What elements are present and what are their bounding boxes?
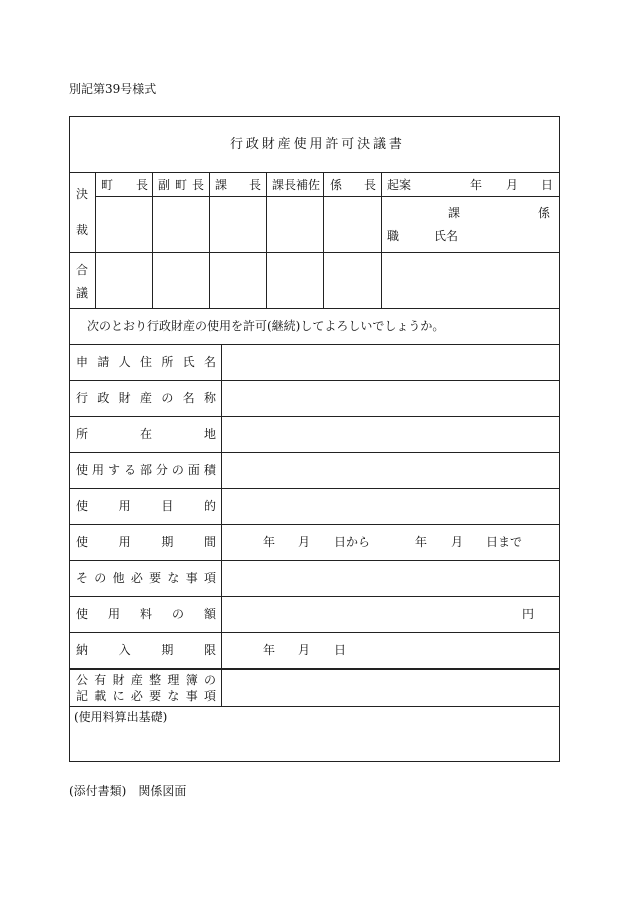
- divider: [95, 172, 96, 308]
- row-label-deadline: 納 入 期 限: [76, 643, 216, 657]
- divider: [381, 172, 382, 308]
- divider: [70, 416, 559, 417]
- approval-label-2: 議: [76, 286, 89, 300]
- deadline-month: 月: [298, 643, 311, 657]
- divider: [70, 308, 559, 309]
- divider: [70, 252, 559, 253]
- attachments-note: (添付書類) 関係図面: [69, 784, 187, 798]
- drafted-label: 起案: [387, 178, 412, 192]
- divider: [70, 172, 559, 173]
- row-label-purpose: 使 用 目 的: [76, 499, 216, 513]
- approval-label-1: 合: [76, 263, 89, 277]
- row-label-registry-1: 公 有 財 産 整 理 簿 の: [76, 673, 216, 687]
- period-year-1: 年: [263, 535, 276, 549]
- divider: [70, 596, 559, 597]
- divider: [70, 452, 559, 453]
- divider: [70, 380, 559, 381]
- decision-label-2: 裁: [76, 223, 89, 237]
- approver-mayor: 町 長: [101, 178, 148, 192]
- divider: [70, 668, 559, 670]
- approver-deputy-mayor: 副 町 長: [158, 178, 204, 192]
- drafted-name-label: 氏名: [434, 229, 459, 243]
- drafted-section: 課: [448, 206, 461, 220]
- divider: [323, 172, 324, 308]
- divider: [70, 524, 559, 525]
- decision-label-1: 決: [76, 187, 89, 201]
- fee-unit: 円: [522, 607, 535, 621]
- period-until: 日まで: [486, 535, 523, 549]
- divider: [70, 560, 559, 561]
- period-year-2: 年: [415, 535, 428, 549]
- form-title: 行 政 財 産 使 用 許 可 決 議 書: [230, 137, 402, 152]
- row-label-registry-2: 記 載 に 必 要 な 事 項: [76, 689, 216, 703]
- row-label-fee: 使 用 料 の 額: [76, 607, 216, 621]
- divider: [70, 632, 559, 633]
- row-label-property-name: 行 政 財 産 の 名 称: [76, 391, 216, 405]
- row-label-location: 所 在 地: [76, 427, 216, 441]
- drafted-staff: 係: [538, 206, 551, 220]
- deadline-day: 日: [334, 643, 347, 657]
- approver-assistant-chief: 課長補佐: [272, 178, 321, 192]
- request-text: 次のとおり行政財産の使用を許可(継続)してよろしいでしょうか。: [87, 319, 445, 333]
- divider: [209, 172, 210, 308]
- divider: [152, 172, 153, 308]
- divider: [70, 344, 559, 345]
- form-number-note: 別記第39号様式: [69, 82, 157, 96]
- period-from: 日から: [334, 535, 371, 549]
- deadline-year: 年: [263, 643, 276, 657]
- decision-form: [69, 116, 560, 762]
- fee-basis-label: (使用料算出基礎): [74, 710, 168, 724]
- period-month-1: 月: [298, 535, 311, 549]
- period-month-2: 月: [451, 535, 464, 549]
- drafted-day: 日: [541, 178, 554, 192]
- drafted-month: 月: [506, 178, 519, 192]
- approver-section-chief: 課 長: [215, 178, 261, 192]
- row-label-other: そ の 他 必 要 な 事 項: [76, 571, 216, 585]
- divider: [70, 488, 559, 489]
- divider: [70, 706, 559, 707]
- divider: [95, 196, 559, 197]
- drafted-title-label: 職: [387, 229, 400, 243]
- approver-sub-chief: 係 長: [330, 178, 376, 192]
- drafted-year: 年: [470, 178, 483, 192]
- divider: [266, 172, 267, 308]
- row-label-applicant: 申 請 人 住 所 氏 名: [76, 355, 216, 369]
- row-label-area: 使 用 す る 部 分 の 面 積: [76, 463, 216, 477]
- row-label-period: 使 用 期 間: [76, 535, 216, 549]
- divider: [221, 344, 222, 706]
